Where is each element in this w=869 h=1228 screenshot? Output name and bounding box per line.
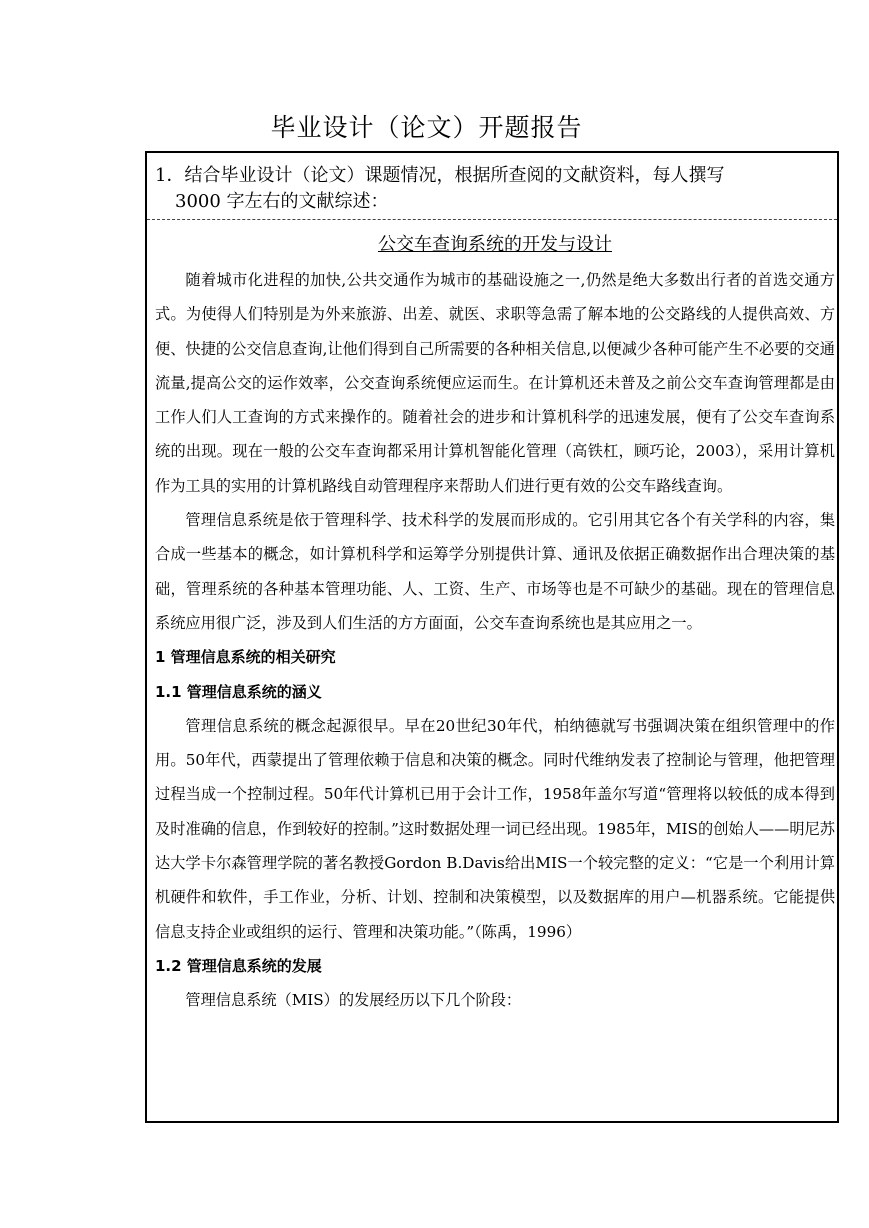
heading-section-1-2: 1.2 管理信息系统的发展 bbox=[155, 956, 322, 975]
heading-section-1: 1 管理信息系统的相关研究 bbox=[155, 648, 336, 667]
report-frame bbox=[145, 151, 839, 1123]
document-title bbox=[0, 108, 869, 144]
prompt-line-1: 1．结合毕业设计（论文）课题情况，根据所查阅的文献资料，每人撰写 bbox=[155, 165, 725, 186]
dashed-divider bbox=[147, 219, 837, 220]
document-title-text: 毕业设计（论文）开题报告 bbox=[270, 113, 583, 142]
paragraph-intro-2: 管理信息系统是依于管理科学、技术科学的发展而形成的。它引用其它各个有关学科的内容，集合成一些基本的概念，如计算机科学和运筹学分别提供计算、通讯及依据正确数据作出合理决策的基础，管理系统的各种基本管理功能、人、工资、生产、市场等也是不可缺少的基础。现在的管理信息系统应用很广泛，涉及到人们生活的方方面面，公交车查询系统也是其应用之一。 bbox=[155, 511, 835, 632]
paragraph-section-1-1: 管理信息系统的概念起源很早。早在20世纪30年代，柏纳德就写书强调决策在组织管理中的作用。50年代，西蒙提出了管理依赖于信息和决策的概念。同时代维纳发表了控制论与管理，他把管理过程当成一个控制过程。50年代计算机已用于会计工作，1958年盖尔写道“管理将以较低的成本得到及时准确的信息，作到较好的控制。”这时数据处理一词已经出现。1985年，MIS的创始人——明尼苏达大学卡尔森管理学院的著名教授Gordon B.Davis给出MIS一个较完整的定义：“它是一个利用计算机硬件和软件，手工作业，分析、计划、控制和决策模型，以及数据库的用户—机器系统。它能提供信息支持企业或组织的运行、管理和决策功能。”（陈禹，1996） bbox=[155, 716, 835, 941]
heading-section-1-1: 1.1 管理信息系统的涵义 bbox=[155, 682, 322, 701]
review-subtitle: 公交车查询系统的开发与设计 bbox=[378, 234, 612, 255]
section-prompt bbox=[155, 163, 825, 215]
paragraph-intro-1: 随着城市化进程的加快,公共交通作为城市的基础设施之一,仍然是绝大多数出行者的首选交通方式。为使得人们特别是为外来旅游、出差、就医、求职等急需了解本地的公交路线的人提供高效、方便、快捷的公交信息查询,让他们得到自己所需要的各种相关信息,以便减少各种可能产生不必要的交通流量,提高公交的运作效率，公交查询系统便应运而生。在计算机还未普及之前公交车查询管理都是由工作人们人工查询的方式来操作的。随着社会的进步和计算机科学的迅速发展，便有了公交车查询系统的出现。现在一般的公交车查询都采用计算机智能化管理（高铁杠，顾巧论，2003），采用计算机作为工具的实用的计算机路线自动管理程序来帮助人们进行更有效的公交车路线查询。 bbox=[155, 271, 835, 495]
prompt-line-2: 3000 字左右的文献综述： bbox=[175, 191, 389, 212]
paragraph-section-1-2: 管理信息系统（MIS）的发展经历以下几个阶段： bbox=[185, 991, 522, 1010]
literature-review bbox=[155, 231, 835, 1018]
